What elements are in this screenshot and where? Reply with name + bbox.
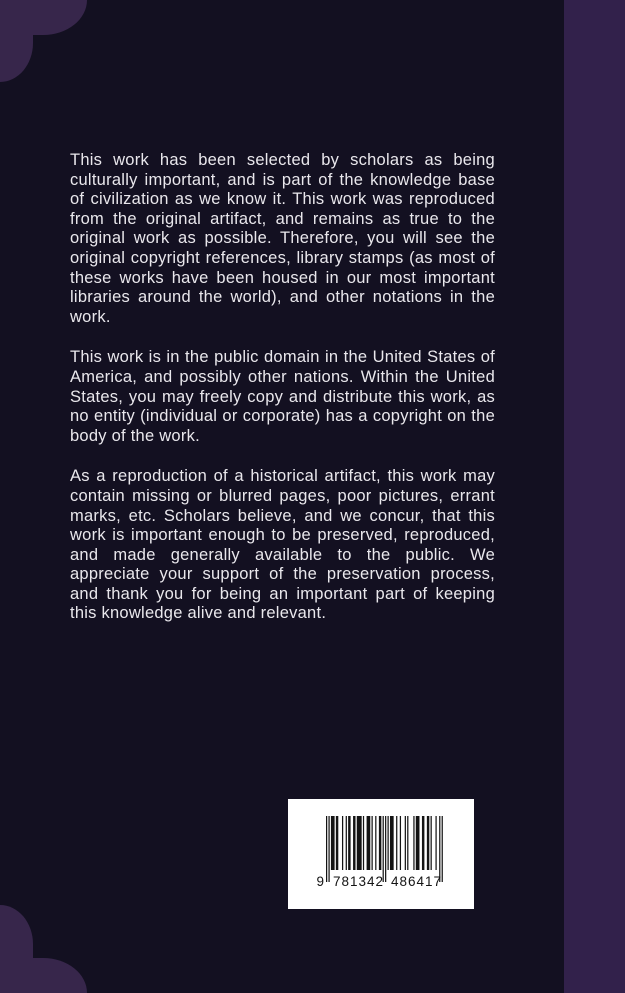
ean13-barcode-graphic (288, 799, 474, 909)
corner-petal-bottom-left-large (0, 958, 87, 993)
blurb-paragraph-public-domain: This work is in the public domain in the United States of America, and possibly other nations. Within the United States, you may freely copy and distribute this work, as no entity (individual or corporate) has a copyright on the body of the work. (70, 348, 495, 445)
blurb-paragraph-reproduction-notice: As a reproduction of a historical artifact, this work may contain missing or blurred pages, poor pictures, errant marks, etc. Scholars believe, and we concur, that this work is important enough to be preserved, reproduced, and made generally available to the public. We appreciate your support of the preservation process, and thank you for being an important part of keeping this knowledge alive and relevant. (70, 467, 495, 623)
corner-petal-top-left-small (0, 0, 33, 82)
isbn-barcode (288, 799, 474, 909)
blurb-paragraph-selected-by-scholars: This work has been selected by scholars as being culturally important, and is part of the knowledge base of civilization as we know it. This work was reproduced from the original artifact, and remains as true to the original work as possible. Therefore, you will see the original copyright references, library stamps (as most of these works have been housed in our most important libraries around the world), and other notations in the work. (70, 151, 495, 326)
publisher-blurb (70, 151, 495, 624)
spine-accent-band (564, 0, 625, 993)
svg-text:486417: 486417 (391, 874, 441, 889)
svg-text:781342: 781342 (333, 874, 383, 889)
svg-text:9: 9 (316, 874, 324, 889)
